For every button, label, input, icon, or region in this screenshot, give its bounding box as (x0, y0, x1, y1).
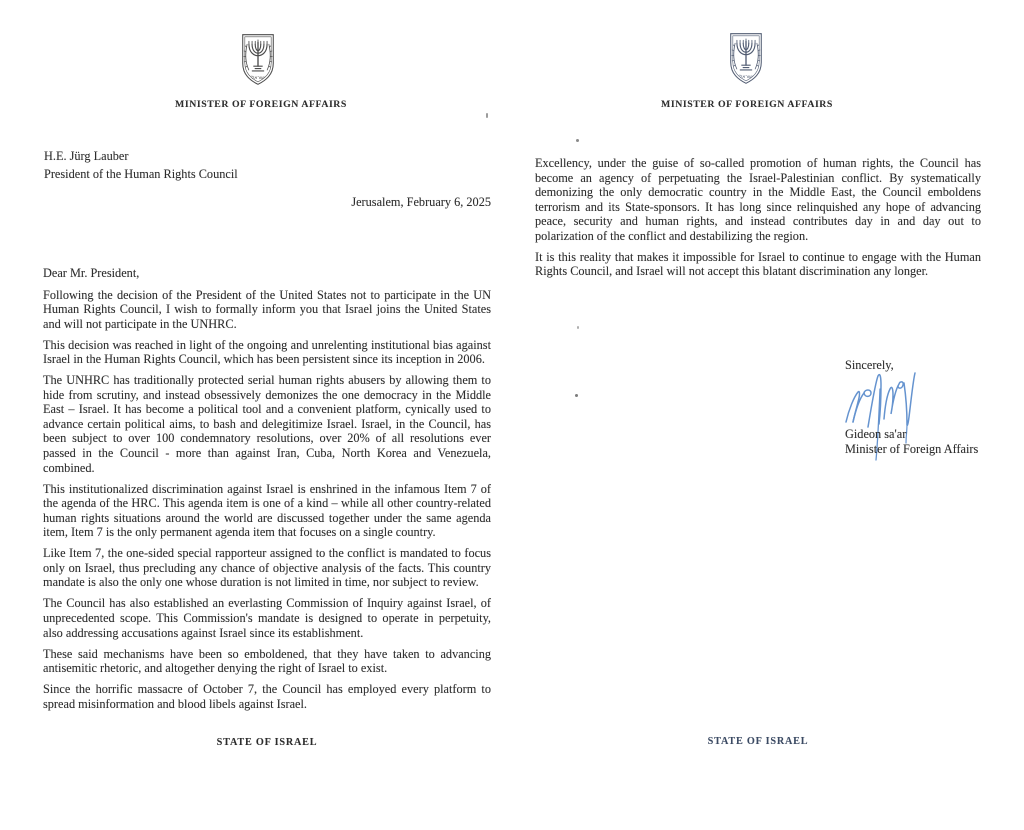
salutation: Dear Mr. President, (43, 266, 140, 280)
signer-title: Minister of Foreign Affairs (845, 442, 979, 456)
paragraph: It is this reality that makes it impossible for Israel to continue to engage with the Human Rights Council, and Israel will not accept this blatant discrimination any longer. (535, 249, 981, 279)
paragraph: Following the decision of the President of the United States not to participate in the UN Human Rights Council, I wish to formally inform you that Israel joins the United States and will not participate in the UNHRC. (43, 287, 491, 331)
paragraph: This decision was reached in light of the ongoing and unrelenting institutional bias against Israel in the Human Rights Council, which has been persistent since its inception in 2006. (43, 337, 491, 367)
scan-speck (486, 113, 488, 118)
paragraph: Excellency, under the guise of so-called promotion of human rights, the Council has become an agency of perpetuating the Israel-Palestinian conflict. By systematically demonizing the only democratic country in the Middle East, the Council emboldens terrorism and its State-sponsors. It has long since relinquished any hope of advancing peace, security and human rights, and instead contributes day in and day out to polarization of the conflict and destabilizing the region. (535, 156, 981, 243)
paragraph: These said mechanisms have been so emboldened, that they have taken to advancing antisemitic rhetoric, and altogether denying the right of Israel to exist. (43, 646, 491, 676)
israel-state-emblem-icon (237, 31, 279, 88)
signer-name: Gideon sa'ar (845, 427, 907, 441)
paragraph: This institutionalized discrimination against Israel is enshrined in the infamous Item 7 of the agenda of the HRC. This agenda item is one of a kind – while all other country-related human rights situations around the world are discussed together under the same agenda item, Item 7 is the only permanent agenda item that focuses on a single country. (43, 481, 491, 540)
page-footer: STATE OF ISRAEL (216, 737, 318, 748)
paragraph: The Council has also established an everlasting Commission of Inquiry against Israel, of unprecedented scope. This Commission's mandate is designed to operate in perpetuity, also addressing accusations against Israel since its establishment. (43, 596, 491, 640)
letter-body-page-2 (535, 156, 981, 279)
closing: Sincerely, (845, 358, 894, 372)
paragraph: The UNHRC has traditionally protected serial human rights abusers by allowing them to hide from scrutiny, and instead obsessively demonizes the one democracy in the Middle East – Israel. It has become a political tool and a convenient platform, cynically used to advance certain political aims, to bash and delegitimize Israel. Israel, in the Council, has been subject to over 100 condemnatory resolutions, over 20% of all resolutions ever passed in the Council - more than against Iran, Cuba, North Korea and Venezuela, combined. (43, 373, 491, 475)
scan-speck (575, 394, 578, 397)
letter-body-page-1 (43, 266, 491, 711)
scan-speck (577, 326, 579, 329)
page-footer: STATE OF ISRAEL (707, 736, 809, 747)
letterhead-title: MINISTER OF FOREIGN AFFAIRS (175, 99, 347, 110)
addressee-title: President of the Human Rights Council (44, 166, 238, 181)
addressee-name: H.E. Jürg Lauber (44, 149, 129, 163)
dateline: Jerusalem, February 6, 2025 (351, 195, 491, 209)
addressee-block (44, 148, 238, 184)
scan-speck (576, 139, 579, 142)
letterhead-title: MINISTER OF FOREIGN AFFAIRS (661, 99, 833, 110)
paragraph: Like Item 7, the one-sided special rapporteur assigned to the conflict is mandated to focus only on Israel, thus precluding any chance of objective analysis of the facts. This country mandate is also the only one whose duration is not limited in time, nor subject to review. (43, 546, 491, 590)
paragraph: Since the horrific massacre of October 7, the Council has employed every platform to spread misinformation and blood libels against Israel. (43, 682, 491, 711)
israel-state-emblem-icon (725, 30, 767, 87)
